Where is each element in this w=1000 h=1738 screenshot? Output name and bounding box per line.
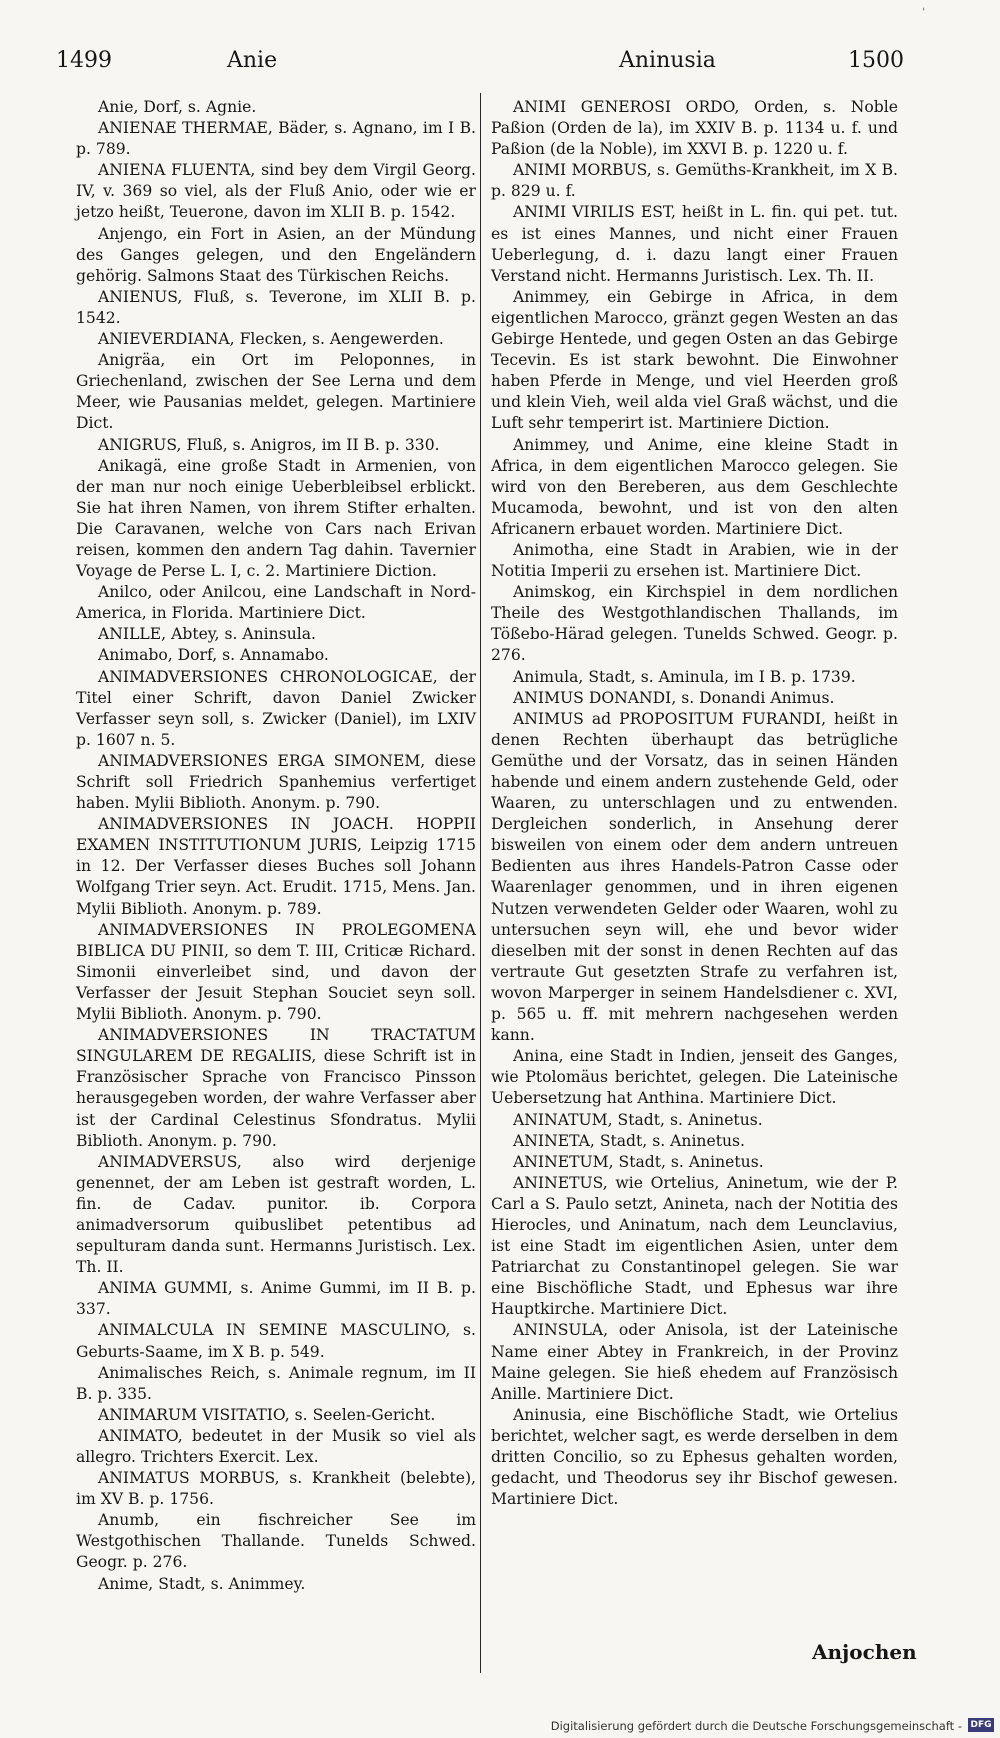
left-column — [76, 97, 476, 1595]
dictionary-entry: ANILLE, Abtey, s. Aninsula. — [98, 625, 316, 644]
dictionary-entry: Animotha, eine Stadt in Arabien, wie in der Notitia Imperii zu ersehen ist. Martiniere Dict. — [491, 540, 898, 581]
dictionary-entry: Anigräa, ein Ort im Peloponnes, in Griechenland, zwischen der See Lerna und dem Meer, wie Pausanias meldet, gelegen. Martiniere Dict. — [76, 351, 476, 433]
catchword: Anjochen — [812, 1640, 917, 1664]
dictionary-entry: ANIENA FLUENTA, sind bey dem Virgil Georg. IV, v. 369 so viel, als der Fluß Anio, oder wie er jetzo heißt, Teuerone, davon im XLII B. p. 1542. — [76, 161, 476, 222]
dictionary-entry: Animabo, Dorf, s. Annamabo. — [98, 646, 329, 665]
dictionary-entry: ANIENUS, Fluß, s. Teverone, im XLII B. p. 1542. — [76, 287, 476, 327]
dictionary-entry: ANIENAE THERMAE, Bäder, s. Agnano, im I B. p. 789. — [76, 119, 476, 159]
dictionary-entry: ANIMUS ad PROPOSITUM FURANDI, heißt in denen Rechten überhaupt das betrügliche Gemüthe und der Vorsatz, das in seinen Händen habende und einem andern zustehende Geld, oder Waaren, zu unterschlagen und zu entwenden. Dergleichen sonderlich, in Ansehung derer bisweilen von einem oder dem andern untreuen Bedienten aus ihres Handels-Patron Casse oder Waarenlager genommen, und in ihren eigenen Nutzen verwendeten Gelder oder Waaren, wohl zu untersuchen seyn will, ehe und bevor wider dieselben mit der sonst in denen Rechten auf das vertraute Gut gesetzten Strafe zu verfahren ist, wovon Marperger in seinem Handelsdiener c. XVI, p. 565 u. ff. mit mehrern nachgesehen werden kann. — [491, 709, 898, 1045]
dictionary-entry: ANIMATUS MORBUS, s. Krankheit (belebte), im XV B. p. 1756. — [76, 1469, 476, 1509]
dictionary-entry: ANINETUM, Stadt, s. Aninetus. — [513, 1152, 764, 1171]
dictionary-entry: ANIMALCULA IN SEMINE MASCULINO, s. Geburts-Saame, im X B. p. 549. — [76, 1321, 476, 1361]
dictionary-entry: Aninusia, eine Bischöfliche Stadt, wie Ortelius berichtet, welcher sagt, es werde derselben in dem dritten Concilio, so zu Ephesus gehalten worden, gedacht, und Theodorus sey ihr Bischof gewesen. Martiniere Dict. — [491, 1405, 899, 1509]
dictionary-entry: ANIEVERDIANA, Flecken, s. Aengewerden. — [98, 330, 444, 349]
dictionary-entry: ANIMARUM VISITATIO, s. Seelen-Gericht. — [98, 1405, 436, 1424]
dictionary-entry: Anina, eine Stadt in Indien, jenseit des Ganges, wie Ptolomäus berichtet, gelegen. Die Lateinische Uebersetzung hat Anthina. Martiniere Dict. — [491, 1047, 898, 1108]
dictionary-entry: Anumb, ein fischreicher See im Westgothischen Thallande. Tunelds Schwed. Geogr. p. 276. — [76, 1511, 476, 1572]
dictionary-entry: ANIMUS DONANDI, s. Donandi Animus. — [513, 688, 835, 707]
left-page-number: 1499 — [56, 48, 112, 73]
footer-credit: Digitalisierung gefördert durch die Deutsche Forschungsgemeinschaft - — [550, 1719, 962, 1733]
right-column — [491, 97, 898, 1510]
dictionary-entry: ANINETUS, wie Ortelius, Aninetum, wie der P. Carl a S. Paulo setzt, Anineta, nach der Notitia des Hierocles, und Aninatum, nach dem Leunclavius, ist eine Stadt im eigentlichen Asien, unter dem Patriarchat zu Constantinopel gelegen. Sie war eine Bischöfliche Stadt, und Ephesus war ihre Hauptkirche. Martiniere Dict. — [491, 1173, 898, 1319]
dictionary-entry: ANIMATO, bedeutet in der Musik so viel als allegro. Trichters Exercit. Lex. — [76, 1426, 476, 1466]
dictionary-entry: Animalisches Reich, s. Animale regnum, im II B. p. 335. — [76, 1363, 476, 1403]
dictionary-entry: Animmey, ein Gebirge in Africa, in dem eigentlichen Marocco, gränzt gegen Westen an das Gebirge Hentede, und gegen Osten an das Gebirge Tecevin. Es ist stark bewohnt. Die Einwohner haben Pferde in Menge, und viel Heerden groß und klein Vieh, weil alda viel Graß wächst, und die Luft sehr temperirt ist. Martiniere Diction. — [491, 287, 898, 433]
dictionary-entry: Animskog, ein Kirchspiel in dem nordlichen Theile des Westgothlandischen Thallands, im Tößebo-Härad gelegen. Tunelds Schwed. Geogr. p. 276. — [491, 583, 898, 665]
dictionary-entry: ANINATUM, Stadt, s. Aninetus. — [513, 1110, 763, 1129]
right-running-headword: Aninusia — [619, 48, 716, 73]
dictionary-entry: Anime, Stadt, s. Animmey. — [98, 1574, 306, 1593]
dictionary-entry: Anjengo, ein Fort in Asien, an der Mündung des Ganges gelegen, und den Engeländern gehörig. Salmons Staat des Türkischen Reichs. — [76, 224, 476, 285]
dictionary-entry: ANIMADVERSIONES CHRONOLOGICAE, der Titel einer Schrift, davon Daniel Zwicker Verfasser seyn soll, s. Zwicker (Daniel), im LXIV p. 1607 n. 5. — [76, 667, 476, 749]
dictionary-entry: ANIMADVERSIONES IN PROLEGOMENA BIBLICA DU PINII, so dem T. III, Criticæ Richard. Simonii einverleibet sind, und davon der Verfasser der Jesuit Stephan Souciet seyn soll. Mylii Biblioth. Anonym. p. 790. — [76, 920, 476, 1024]
corner-mark: ˈ — [922, 6, 926, 20]
dictionary-entry: Anilco, oder Anilcou, eine Landschaft in Nord-America, in Florida. Martiniere Dict. — [76, 583, 476, 623]
dictionary-entry: ANIMI MORBUS, s. Gemüths-Krankheit, im X B. p. 829 u. f. — [491, 161, 898, 201]
dictionary-entry: ANIMADVERSUS, also wird derjenige genennet, der am Leben ist gestraft worden, L. fin. de Cadav. punitor. ib. Corpora animadversorum quibuslibet petentibus ad sepulturam danda sunt. Hermanns Juristisch. Lex. Th. II. — [76, 1152, 476, 1277]
dictionary-entry: Animmey, und Anime, eine kleine Stadt in Africa, in dem eigentlichen Marocco gelegen. Sie wird von den Bereberen, aus dem Geschlechte Mucamoda, bewohnt, und ist von den alten Africanern erbauet worden. Martiniere Dict. — [491, 435, 898, 538]
dictionary-entry: ANIMADVERSIONES IN JOACH. HOPPII EXAMEN INSTITUTIONUM JURIS, Leipzig 1715 in 12. Der Verfasser dieses Buches soll Johann Wolfgang Trier seyn. Act. Erudit. 1715, Mens. Jan. Mylii Biblioth. Anonym. p. 789. — [76, 815, 476, 918]
dictionary-entry: ANIMI VIRILIS EST, heißt in L. fin. qui pet. tut. es ist eines Mannes, und nicht einer Frauen Ueberlegung, d. i. dazu langt einer Frauen Verstand nicht. Hermanns Juristisch. Lex. Th. II. — [491, 203, 898, 285]
dictionary-entry: Anie, Dorf, s. Agnie. — [98, 98, 257, 116]
dictionary-entry: ANIMA GUMMI, s. Anime Gummi, im II B. p. 337. — [76, 1279, 476, 1319]
dictionary-entry: ANIMADVERSIONES ERGA SIMONEM, diese Schrift soll Friedrich Spanhemius verfertiget haben. Mylii Biblioth. Anonym. p. 790. — [76, 751, 476, 813]
dictionary-entry: Anikagä, eine große Stadt in Armenien, von der man nur noch einige Ueberbleibsel erblickt. Sie hat ihren Namen, von ihrem Stifter erhalten. Die Caravanen, welche von Cars nach Erivan reisen, kommen den andern Tag dahin. Tavernier Voyage de Perse L. I, c. 2. Martiniere Diction. — [76, 456, 476, 581]
right-page-number: 1500 — [848, 48, 904, 73]
digitization-footer — [0, 1717, 1000, 1737]
dictionary-entry: ANIMI GENEROSI ORDO, Orden, s. Noble Paßion (Orden de la), im XXIV B. p. 1134 u. f. und Paßion (de la Noble), im XXVI B. p. 1220 u. f. — [491, 98, 898, 159]
column-divider — [480, 93, 481, 1673]
left-running-headword: Anie — [227, 48, 278, 73]
page-header — [56, 48, 904, 78]
dictionary-entry: Animula, Stadt, s. Aminula, im I B. p. 1739. — [513, 667, 856, 686]
dictionary-entry: ANIMADVERSIONES IN TRACTATUM SINGULAREM DE REGALIIS, diese Schrift ist in Französischer Sprache von Francisco Pinsson herausgegeben worden, der wahre Verfasser aber ist der Cardinal Celestinus Sfondratus. Mylii Biblioth. Anonym. p. 790. — [76, 1026, 476, 1150]
dfg-logo: DFG — [968, 1718, 994, 1732]
dictionary-entry: ANINETA, Stadt, s. Aninetus. — [513, 1131, 745, 1150]
dictionary-entry: ANINSULA, oder Anisola, ist der Lateinische Name einer Abtey in Frankreich, in der Provinz Maine gelegen. Sie hieß ehedem auf Französisch Anille. Martiniere Dict. — [491, 1321, 898, 1403]
dictionary-entry: ANIGRUS, Fluß, s. Anigros, im II B. p. 330. — [98, 435, 440, 454]
